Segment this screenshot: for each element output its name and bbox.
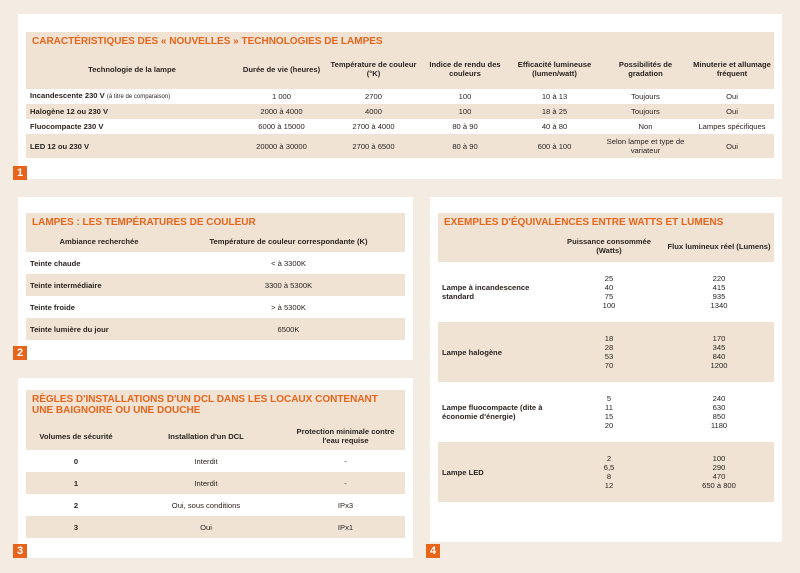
tech-note: (à titre de comparaison): [106, 94, 171, 100]
table-row: [26, 252, 405, 274]
lumen-value: 240: [712, 394, 726, 403]
table-cell: 20000 à 30000: [238, 134, 325, 158]
header-lifetime: Durée de vie (heures): [238, 49, 325, 89]
table-cell: 3: [26, 516, 126, 538]
table-cell: 10 à 13: [541, 92, 568, 101]
table-cell: Oui: [690, 134, 774, 158]
watt-value: 12: [604, 481, 614, 490]
lumen-value: 170: [712, 334, 726, 343]
watt-value: 28: [604, 343, 614, 352]
table-row: [26, 274, 405, 296]
lamp-type: Lampe fluocompacte (dite à économie d'énergie): [442, 403, 543, 421]
table-cell: < à 3300K: [271, 258, 306, 268]
table-row: [438, 442, 774, 502]
panel-2-title: LAMPES : LES TEMPÉRATURES DE COULEUR: [26, 213, 405, 230]
lumen-value: 850: [712, 412, 726, 421]
lamp-type: Lampe à incandescence standard: [442, 283, 530, 301]
lumen-value: 470: [712, 472, 726, 481]
table-cell: 2000 à 4000: [238, 104, 325, 119]
table-cell: 1 000: [271, 92, 291, 101]
lumen-value: 840: [712, 352, 726, 361]
header-technology: Technologie de la lampe: [26, 49, 238, 89]
table-row: [26, 296, 405, 318]
lumen-value: 220: [712, 274, 726, 283]
lumens-list: [664, 382, 774, 442]
table-cell: 40 à 80: [541, 122, 568, 131]
lumen-value: 630: [712, 403, 726, 412]
watts-list: [554, 382, 664, 442]
table-cell: 80 à 90: [422, 134, 508, 158]
dcl-rules-table: [26, 422, 405, 538]
tech-name: LED 12 ou 230 V: [26, 134, 238, 158]
panel-1-number: 1: [13, 166, 27, 180]
lumen-value: 290: [712, 463, 726, 472]
header-timer: Minuterie et allumage fréquent: [690, 49, 774, 89]
table-cell: 6000 à 15000: [258, 122, 305, 131]
table-cell: Lampes spécifiques: [698, 122, 766, 131]
tech-name: Fluocompacte 230 V: [30, 122, 104, 131]
table-cell: 2700: [365, 92, 382, 101]
lumen-value: 650 à 800: [702, 481, 736, 490]
table-cell: IPx1: [286, 516, 405, 538]
watt-value: 2: [606, 454, 612, 463]
watt-value: 100: [602, 301, 616, 310]
watt-value: 40: [604, 283, 614, 292]
header-correspondence: Température de couleur correspondante (K): [172, 230, 405, 252]
watt-value: 6,5: [603, 463, 615, 472]
table-cell: Toujours: [631, 92, 660, 101]
header-safety-volume: Volumes de sécurité: [26, 422, 126, 450]
table-cell: Toujours: [601, 104, 690, 119]
watt-value: 15: [604, 412, 614, 421]
table-cell: 600 à 100: [508, 134, 601, 158]
table-row: [438, 322, 774, 382]
table-row: [26, 119, 774, 134]
watt-value: 18: [604, 334, 614, 343]
table-cell: -: [344, 456, 347, 466]
watt-value: 5: [606, 394, 612, 403]
watts-lumens-table: [438, 230, 774, 502]
lumen-value: 415: [712, 283, 726, 292]
table-cell: 100: [422, 104, 508, 119]
header-color-temp: Température de couleur (°K): [325, 49, 422, 89]
watt-value: 11: [605, 403, 613, 412]
table-row: [26, 318, 405, 340]
table-row: [26, 450, 405, 472]
table-cell: Non: [638, 122, 653, 131]
table-cell: -: [286, 472, 405, 494]
panel-1-title: CARACTÉRISTIQUES DES « NOUVELLES » TECHNOLOGIES DE LAMPES: [26, 32, 774, 49]
watt-value: 8: [606, 472, 612, 481]
panel-watts-lumens: [430, 197, 782, 542]
table-cell: Oui: [726, 92, 738, 101]
panel-4-title: EXEMPLES D'ÉQUIVALENCES ENTRE WATTS ET LUMENS: [438, 213, 774, 230]
header-cri: Indice de rendu des couleurs: [422, 49, 508, 89]
lumens-list: [664, 322, 774, 382]
panel-lamp-technologies: [18, 14, 782, 179]
table-cell: 2: [73, 500, 79, 510]
lamp-type: Lampe LED: [438, 442, 554, 502]
panel-4-number: 4: [426, 544, 440, 558]
header-efficacy: Efficacité lumineuse (lumen/watt): [508, 49, 601, 89]
table-cell: Teinte chaude: [30, 258, 81, 268]
watt-value: 70: [604, 361, 614, 370]
tech-name: Incandescente 230 V: [30, 91, 105, 100]
technologies-table: [26, 49, 774, 158]
watt-value: 20: [604, 421, 614, 430]
watt-value: 25: [604, 274, 614, 283]
lumen-value: 100: [712, 454, 726, 463]
table-cell: > à 5300K: [271, 302, 306, 312]
table-cell: 1: [26, 472, 126, 494]
lumen-value: 1340: [710, 301, 728, 310]
header-ambiance: Ambiance recherchée: [26, 230, 172, 252]
table-row: [26, 134, 774, 158]
panel-3-title: RÈGLES D'INSTALLATIONS D'UN DCL DANS LES LOCAUX CONTENANT UNE BAIGNOIRE OU UNE DOUCHE: [26, 390, 405, 422]
lumen-value: 345: [712, 343, 726, 352]
table-cell: 4000: [325, 104, 422, 119]
lumen-value: 1200: [710, 361, 728, 370]
header-water-protection: Protection minimale contre l'eau requise: [286, 422, 405, 450]
table-row: [26, 104, 774, 119]
table-cell: 2700 à 4000: [352, 122, 395, 131]
table-cell: 2700 à 6500: [325, 134, 422, 158]
table-cell: 0: [73, 456, 79, 466]
table-cell: Oui, sous conditions: [171, 500, 241, 510]
table-cell: Selon lampe et type de variateur: [601, 134, 690, 158]
header-lumens: Flux lumineux réel (Lumens): [664, 230, 774, 262]
panel-2-number: 2: [13, 346, 27, 360]
table-cell: 6500K: [172, 318, 405, 340]
table-row: [438, 382, 774, 442]
table-row: [26, 89, 774, 104]
lumen-value: 935: [712, 292, 726, 301]
tech-name: Halogène 12 ou 230 V: [26, 104, 238, 119]
watts-list: [554, 322, 664, 382]
table-cell: 18 à 25: [508, 104, 601, 119]
table-cell: Interdit: [194, 456, 218, 466]
lumens-list: [664, 262, 774, 322]
table-cell: Teinte intermédiaire: [26, 274, 172, 296]
table-row: [438, 262, 774, 322]
table-cell: Interdit: [126, 472, 286, 494]
table-cell: Oui: [690, 104, 774, 119]
lumens-list: [664, 442, 774, 502]
table-cell: 100: [458, 92, 472, 101]
lumen-value: 1180: [710, 421, 728, 430]
table-row: [26, 472, 405, 494]
panel-3-number: 3: [13, 544, 27, 558]
table-cell: Oui: [126, 516, 286, 538]
table-row: [26, 516, 405, 538]
header-dimming: Possibilités de gradation: [601, 49, 690, 89]
table-cell: 3300 à 5300K: [172, 274, 405, 296]
panel-dcl-rules: [18, 378, 413, 558]
header-watts: Puissance consommée (Watts): [554, 230, 664, 262]
table-cell: 80 à 90: [452, 122, 478, 131]
watts-list: [554, 262, 664, 322]
lamp-type: Lampe halogène: [438, 322, 554, 382]
header-empty: [438, 230, 554, 262]
table-cell: Teinte froide: [30, 302, 76, 312]
watt-value: 75: [604, 292, 614, 301]
table-cell: Teinte lumière du jour: [26, 318, 172, 340]
table-row: [26, 494, 405, 516]
watt-value: 53: [604, 352, 614, 361]
header-dcl-installation: Installation d'un DCL: [126, 422, 286, 450]
color-temperature-table: [26, 230, 405, 340]
table-cell: IPx3: [337, 500, 354, 510]
watts-list: [554, 442, 664, 502]
panel-color-temperatures: [18, 197, 413, 360]
